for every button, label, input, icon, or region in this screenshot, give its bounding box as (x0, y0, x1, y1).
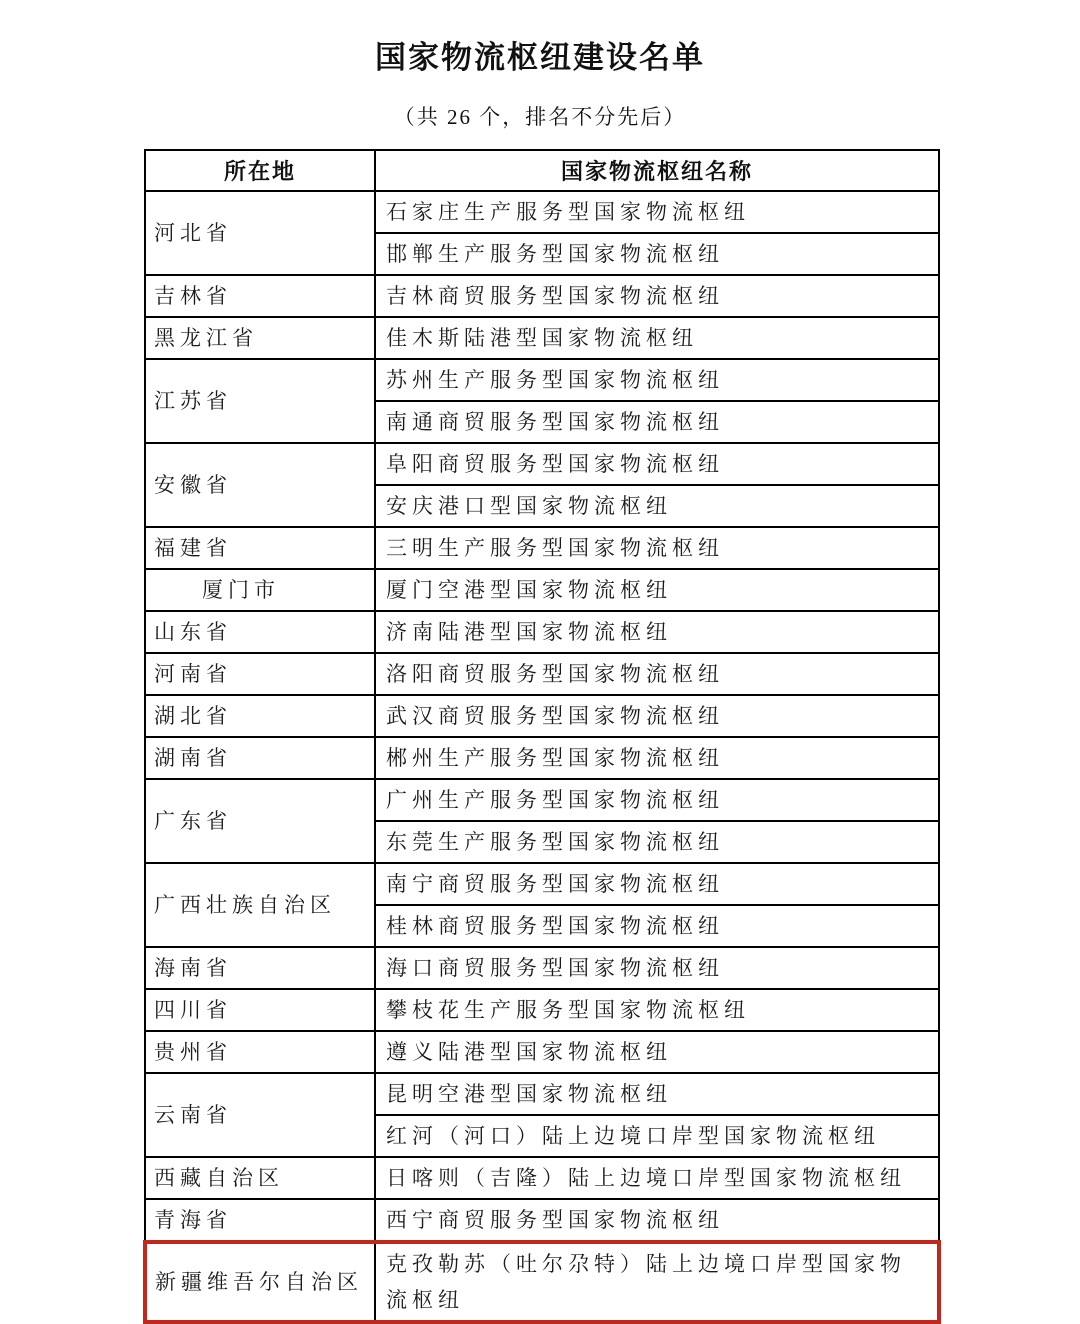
hub-cell: 南通商贸服务型国家物流枢纽 (375, 401, 939, 443)
region-cell: 广西壮族自治区 (145, 863, 375, 947)
table-row (145, 1199, 939, 1242)
region-cell: 四川省 (145, 989, 375, 1031)
hub-cell: 武汉商贸服务型国家物流枢纽 (375, 695, 939, 737)
table-row (145, 695, 939, 737)
region-cell: 河北省 (145, 191, 375, 275)
region-cell: 安徽省 (145, 443, 375, 527)
table-row (145, 359, 939, 401)
table-row (145, 275, 939, 317)
hub-cell: 海口商贸服务型国家物流枢纽 (375, 947, 939, 989)
table-row (145, 1073, 939, 1115)
region-cell: 湖北省 (145, 695, 375, 737)
region-cell: 贵州省 (145, 1031, 375, 1073)
region-cell: 黑龙江省 (145, 317, 375, 359)
document-subtitle: （共 26 个，排名不分先后） (393, 105, 687, 129)
hub-cell: 济南陆港型国家物流枢纽 (375, 611, 939, 653)
table-row (145, 569, 939, 611)
hub-table-body (145, 191, 939, 1322)
table-row (145, 611, 939, 653)
hub-cell: 吉林商贸服务型国家物流枢纽 (375, 275, 939, 317)
region-cell: 吉林省 (145, 275, 375, 317)
hub-cell: 日喀则（吉隆）陆上边境口岸型国家物流枢纽 (375, 1157, 939, 1199)
region-cell: 湖南省 (145, 737, 375, 779)
table-row (145, 863, 939, 905)
region-cell: 海南省 (145, 947, 375, 989)
table-row (145, 1157, 939, 1199)
hub-cell: 洛阳商贸服务型国家物流枢纽 (375, 653, 939, 695)
hub-cell: 攀枝花生产服务型国家物流枢纽 (375, 989, 939, 1031)
hub-cell: 广州生产服务型国家物流枢纽 (375, 779, 939, 821)
region-cell: 江苏省 (145, 359, 375, 443)
hub-cell: 安庆港口型国家物流枢纽 (375, 485, 939, 527)
region-cell: 新疆维吾尔自治区 (145, 1242, 375, 1322)
table-row (145, 947, 939, 989)
table-row (145, 527, 939, 569)
table-row-highlighted (145, 1242, 939, 1322)
hub-cell: 红河（河口）陆上边境口岸型国家物流枢纽 (375, 1115, 939, 1157)
region-cell: 山东省 (145, 611, 375, 653)
hub-cell: 苏州生产服务型国家物流枢纽 (375, 359, 939, 401)
hub-cell: 遵义陆港型国家物流枢纽 (375, 1031, 939, 1073)
hubs-table (143, 149, 941, 1324)
hub-cell: 南宁商贸服务型国家物流枢纽 (375, 863, 939, 905)
region-cell: 河南省 (145, 653, 375, 695)
hub-cell: 东莞生产服务型国家物流枢纽 (375, 821, 939, 863)
document-title: 国家物流枢纽建设名单 (375, 40, 705, 75)
hub-cell: 桂林商贸服务型国家物流枢纽 (375, 905, 939, 947)
table-row (145, 653, 939, 695)
table-header-row (145, 150, 939, 191)
region-cell: 福建省 (145, 527, 375, 569)
table-row (145, 989, 939, 1031)
hub-cell: 三明生产服务型国家物流枢纽 (375, 527, 939, 569)
hub-cell: 克孜勒苏（吐尔尕特）陆上边境口岸型国家物流枢纽 (375, 1242, 939, 1322)
hub-cell: 佳木斯陆港型国家物流枢纽 (375, 317, 939, 359)
hub-cell: 邯郸生产服务型国家物流枢纽 (375, 233, 939, 275)
table-row (145, 443, 939, 485)
column-header-hub-name: 国家物流枢纽名称 (375, 150, 939, 191)
table-row (145, 191, 939, 233)
table-row (145, 737, 939, 779)
table-row (145, 1031, 939, 1073)
region-cell: 厦门市 (145, 569, 375, 611)
column-header-location: 所在地 (145, 150, 375, 191)
table-row (145, 779, 939, 821)
hub-cell: 厦门空港型国家物流枢纽 (375, 569, 939, 611)
region-cell: 西藏自治区 (145, 1157, 375, 1199)
region-cell: 青海省 (145, 1199, 375, 1242)
hub-cell: 郴州生产服务型国家物流枢纽 (375, 737, 939, 779)
hub-cell: 石家庄生产服务型国家物流枢纽 (375, 191, 939, 233)
table-row (145, 317, 939, 359)
hub-cell: 昆明空港型国家物流枢纽 (375, 1073, 939, 1115)
region-cell: 广东省 (145, 779, 375, 863)
hub-cell: 阜阳商贸服务型国家物流枢纽 (375, 443, 939, 485)
hub-cell: 西宁商贸服务型国家物流枢纽 (375, 1199, 939, 1242)
region-cell: 云南省 (145, 1073, 375, 1157)
